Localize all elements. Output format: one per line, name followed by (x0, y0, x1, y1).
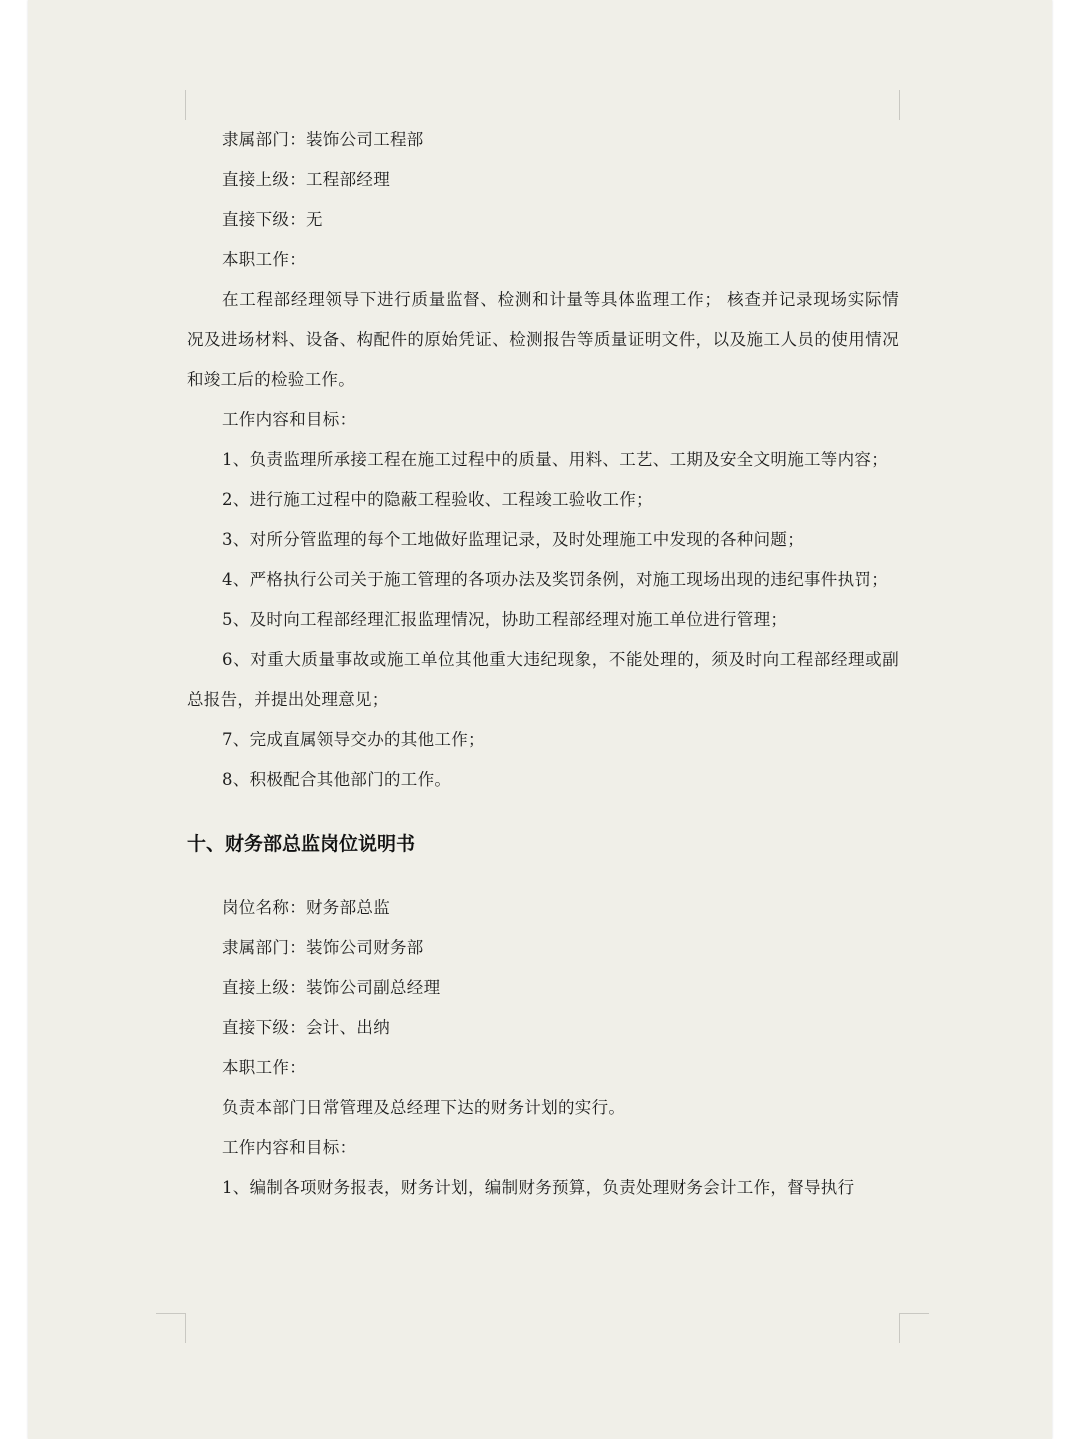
superior-line: 直接上级：工程部经理 (222, 170, 390, 189)
position-line: 岗位名称：财务部总监 (222, 898, 390, 917)
crop-mark-bottom-right-v (899, 1313, 900, 1343)
goals-label: 工作内容和目标： (222, 410, 357, 429)
list-item: 4、严格执行公司关于施工管理的各项办法及奖罚条例，对施工现场出现的违纪事件执罚； (222, 570, 888, 589)
subordinate-line: 直接下级：无 (222, 210, 323, 229)
dept-line: 隶属部门：装饰公司财务部 (222, 938, 424, 957)
list-item: 5、及时向工程部经理汇报监理情况，协助工程部经理对施工单位进行管理； (222, 610, 788, 629)
list-item: 6、对重大质量事故或施工单位其他重大违纪现象，不能处理的，须及时向工程部经理或副总报告，并提出处理意见； (187, 650, 899, 709)
list-item: 1、编制各项财务报表，财务计划，编制财务预算，负责处理财务会计工作，督导执行 (222, 1178, 855, 1197)
duty-label: 本职工作： (222, 250, 306, 269)
list-item: 3、对所分管监理的每个工地做好监理记录，及时处理施工中发现的各种问题； (222, 530, 804, 549)
superior-line: 直接上级：装饰公司副总经理 (222, 978, 441, 997)
list-item: 1、负责监理所承接工程在施工过程中的质量、用料、工艺、工期及安全文明施工等内容； (222, 450, 888, 469)
duty-label: 本职工作： (222, 1058, 306, 1077)
list-item: 2、进行施工过程中的隐蔽工程验收、工程竣工验收工作； (222, 490, 653, 509)
document-body (187, 120, 899, 1208)
duty-text: 在工程部经理领导下进行质量监督、检测和计量等具体监理工作； 核查并记录现场实际情况及进场材料、设备、构配件的原始凭证、检测报告等质量证明文件，以及施工人员的使用情况和竣工后的检验工作。 (187, 290, 899, 389)
dept-line: 隶属部门：装饰公司工程部 (222, 130, 424, 149)
list-item: 7、完成直属领导交办的其他工作； (222, 730, 485, 749)
crop-mark-bottom-left-v (185, 1313, 186, 1343)
crop-mark-bottom-right-h (899, 1313, 929, 1314)
crop-mark-top-right (899, 90, 900, 120)
list-item: 8、积极配合其他部门的工作。 (222, 770, 452, 789)
duty-text: 负责本部门日常管理及总经理下达的财务计划的实行。 (222, 1098, 626, 1117)
goals-label: 工作内容和目标： (222, 1138, 357, 1157)
subordinate-line: 直接下级：会计、出纳 (222, 1018, 390, 1037)
crop-mark-bottom-left-h (156, 1313, 186, 1314)
crop-mark-top-left (185, 90, 186, 120)
section-heading: 十、财务部总监岗位说明书 (187, 833, 416, 855)
